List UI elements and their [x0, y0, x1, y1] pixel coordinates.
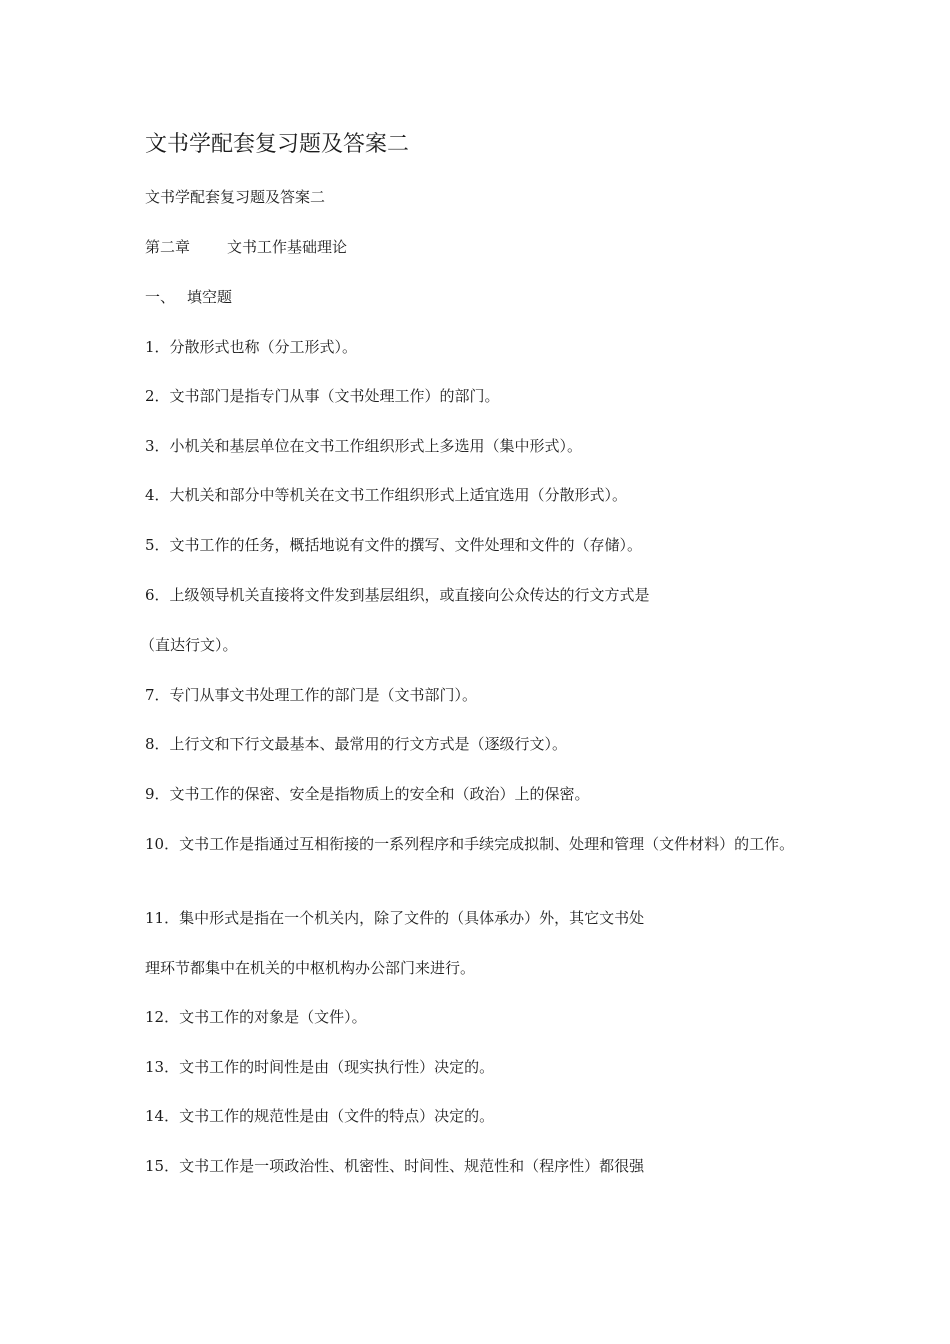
- list-item: 1．分散形式也称（分工形式）。: [145, 338, 358, 356]
- chapter-name: 文书工作基础理论: [227, 238, 348, 256]
- list-item: 8．上行文和下行文最基本、最常用的行文方式是（逐级行文）。: [145, 735, 568, 753]
- list-item: 2．文书部门是指专门从事（文书处理工作）的部门。: [145, 387, 500, 405]
- list-item: 3．小机关和基层单位在文书工作组织形式上多选用（集中形式）。: [145, 437, 583, 455]
- list-item: 9．文书工作的保密、安全是指物质上的安全和（政治）上的保密。: [145, 785, 590, 803]
- list-item-continuation: （直达行文）。: [140, 636, 238, 654]
- list-item: 12．文书工作的对象是（文件）。: [145, 1008, 367, 1026]
- list-item: 5．文书工作的任务，概括地说有文件的撰写、文件处理和文件的（存储）。: [145, 536, 643, 554]
- list-item: 14．文书工作的规范性是由（文件的特点）决定的。: [145, 1107, 495, 1125]
- chapter-number: 第二章: [145, 238, 191, 256]
- list-item-continuation: 理环节都集中在机关的中枢机构办公部门来进行。: [145, 959, 476, 977]
- document-subtitle: 文书学配套复习题及答案二: [145, 188, 326, 206]
- section-number: 一、: [145, 288, 176, 306]
- list-item: 6．上级领导机关直接将文件发到基层组织，或直接向公众传达的行文方式是: [145, 586, 650, 604]
- section-name: 填空题: [187, 288, 233, 306]
- chapter-heading: [145, 236, 347, 258]
- list-item: 15．文书工作是一项政治性、机密性、时间性、规范性和（程序性）都很强: [145, 1157, 645, 1175]
- list-item: 4．大机关和部分中等机关在文书工作组织形式上适宜选用（分散形式）。: [145, 486, 628, 504]
- document-title: 文书学配套复习题及答案二: [145, 132, 410, 157]
- list-item: 7．专门从事文书处理工作的部门是（文书部门）。: [145, 686, 478, 704]
- list-item: 11．集中形式是指在一个机关内，除了文件的（具体承办）外，其它文书处: [145, 909, 645, 927]
- list-item: 10．文书工作是指通过互相衔接的一系列程序和手续完成拟制、处理和管理（文件材料）的工作。: [145, 835, 795, 853]
- section-heading: [145, 286, 232, 308]
- list-item: 13．文书工作的时间性是由（现实执行性）决定的。: [145, 1058, 495, 1076]
